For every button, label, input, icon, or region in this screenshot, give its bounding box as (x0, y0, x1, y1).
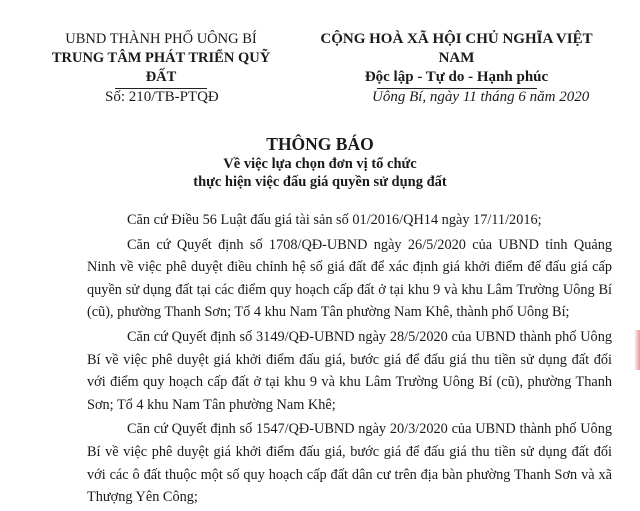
paragraph: Căn cứ Quyết định số 1708/QĐ-UBND ngày 26/5/2020 của UBND tỉnh Quảng Ninh về việc phê duyệt điều chỉnh hệ số giá đất để xác định giá khởi điểm để đấu giá cấp quyền sử dụng đất tại các điểm quy hoạch cấp đất ở tại khu 9 và khu Lâm Trường Uông Bí (cũ), phường Thanh Sơn; Tổ 4 khu Nam Tân phường Nam Khê, thành phố Uông Bí; (87, 236, 612, 321)
document-body (87, 209, 612, 511)
paragraph: Căn cứ Quyết định số 3149/QĐ-UBND ngày 28/5/2020 của UBND thành phố Uông Bí về việc phê duyệt giá khởi điểm đấu giá, bước giá để đấu giá thu tiền sử dụng đất đối với điểm quy hoạch cấp đất ở tại khu 9 và khu Lâm Trường Uông Bí (cũ), phường Thanh Sơn; Tổ 4 khu Nam Tân phường Nam Khê; (87, 328, 612, 413)
paragraph: Căn cứ Điều 56 Luật đấu giá tài sản số 01/2016/QH14 ngày 17/11/2016; (127, 212, 542, 228)
red-stamp-edge (634, 330, 640, 370)
org-line-1: UBND THÀNH PHỐ UÔNG BÍ (65, 31, 257, 47)
title-sub-2: thực hiện việc đấu giá quyền sử dụng đất (193, 174, 447, 190)
national-motto (304, 30, 609, 89)
motto-line-2: Độc lập - Tự do - Hạnh phúc (364, 69, 549, 85)
motto-line-1: CỘNG HOÀ XÃ HỘI CHỦ NGHĨA VIỆT NAM (320, 31, 593, 66)
document-title (0, 133, 640, 191)
title-main: THÔNG BÁO (266, 134, 374, 154)
issuing-organization (36, 30, 286, 89)
org-line-2: TRUNG TÂM PHÁT TRIỂN QUỸ ĐẤT (51, 50, 271, 85)
paragraph: Căn cứ Quyết định số 1547/QĐ-UBND ngày 20/3/2020 của UBND thành phố Uông Bí về việc phê duyệt giá khởi điểm đấu giá, bước giá để đấu giá thu tiền sử dụng đất đối với các ô đất thuộc một số quy hoạch cấp đất dân cư trên địa bàn phường Thanh Sơn và xã Thượng Yên Công; (87, 421, 612, 506)
title-sub-1: Về việc lựa chọn đơn vị tổ chức (223, 156, 417, 172)
place-and-date: Uông Bí, ngày 11 tháng 6 năm 2020 (372, 89, 590, 105)
document-number: Số: 210/TB-PTQĐ (105, 89, 219, 105)
